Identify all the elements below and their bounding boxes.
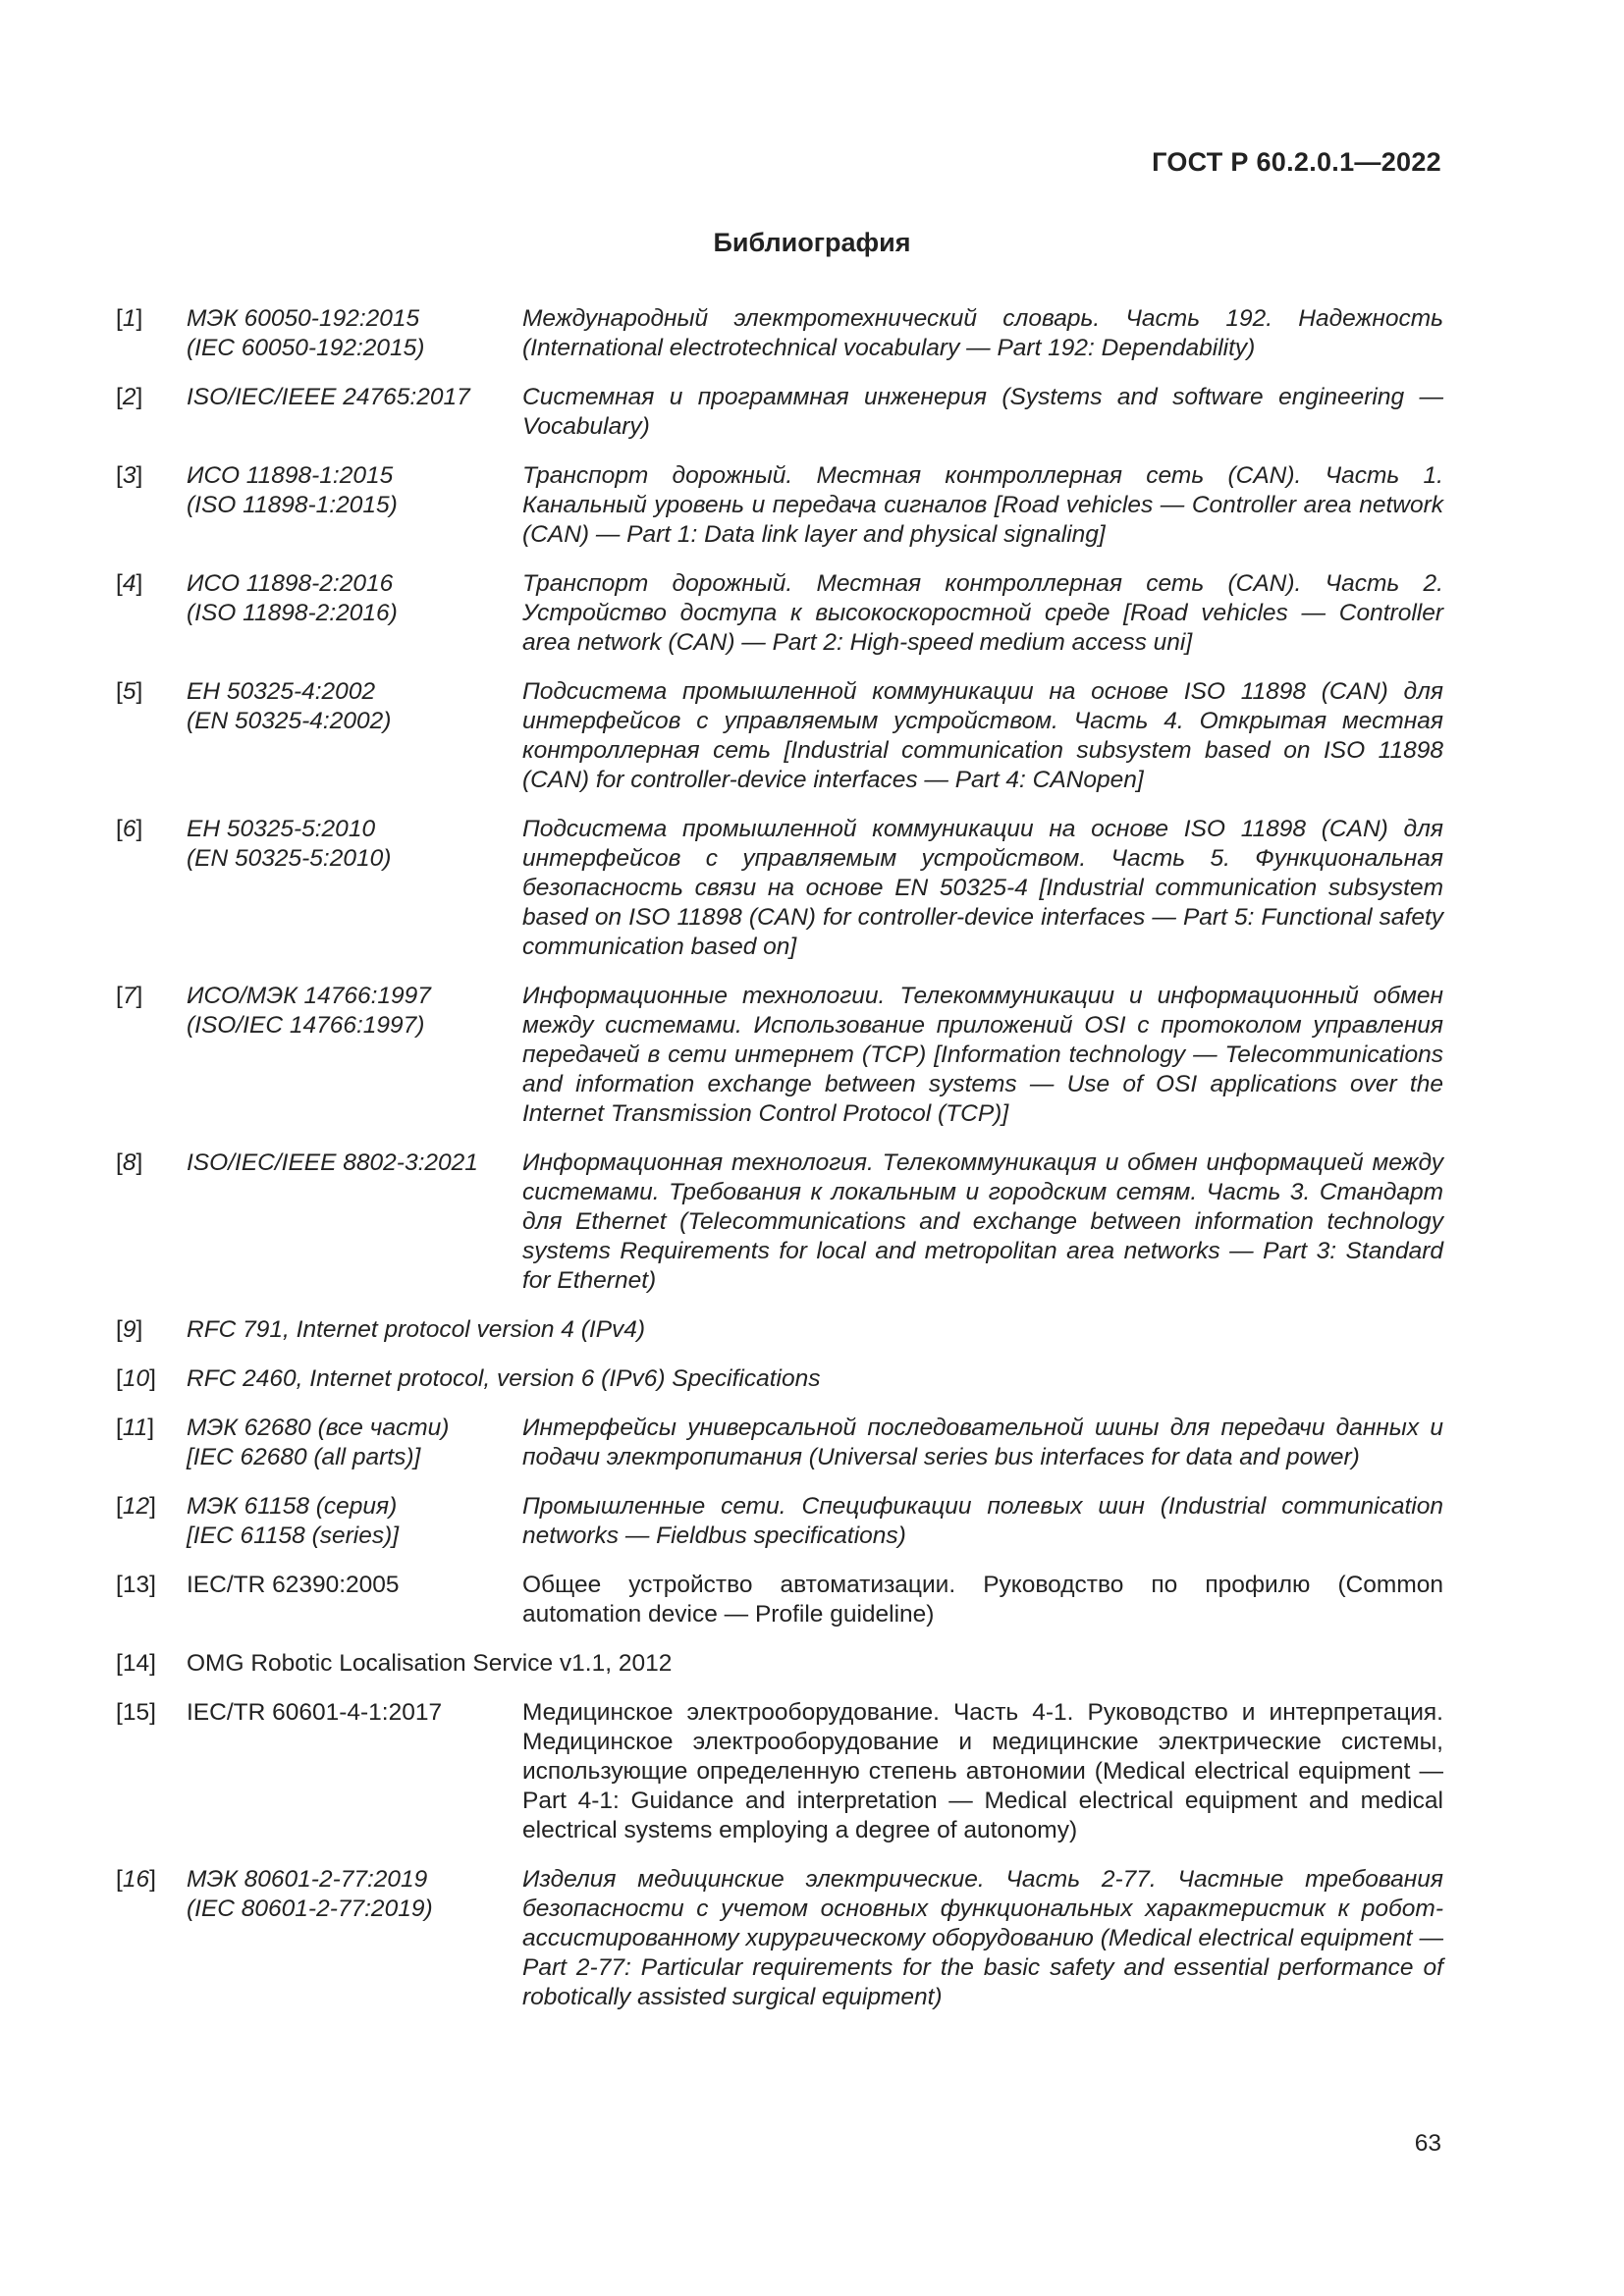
bibliography-entry xyxy=(116,304,1443,363)
entry-designation: ЕН 50325-5:2010 (EN 50325-5:2010) xyxy=(187,816,392,872)
entry-number-value: 4 xyxy=(122,570,136,597)
entry-number-value: 14 xyxy=(122,1650,150,1677)
entry-designation: IEC/TR 60601-4-1:2017 xyxy=(187,1699,443,1726)
bibliography-entry xyxy=(116,1315,1443,1345)
entry-number: [6] xyxy=(116,816,143,842)
entry-designation: ЕН 50325-4:2002 (EN 50325-4:2002) xyxy=(187,678,392,734)
entry-number: [10] xyxy=(116,1365,156,1392)
entry-number: [7] xyxy=(116,983,143,1009)
entry-designation: ИСО 11898-1:2015 (ISO 11898-1:2015) xyxy=(187,462,398,518)
bibliography-entry xyxy=(116,461,1443,550)
entry-number-value: 3 xyxy=(122,462,136,489)
entry-full-text: OMG Robotic Localisation Service v1.1, 2012 xyxy=(187,1650,673,1677)
entry-title: Транспорт дорожный. Местная контроллерная сеть (CAN). Часть 2. Устройство доступа к высокоскоростной среде [Road vehicles — Controller area network (CAN) — Part 2: High-speed medium access uni] xyxy=(522,570,1443,656)
bibliography-entry xyxy=(116,1148,1443,1296)
entry-title: Промышленные сети. Спецификации полевых шин (Industrial communication networks — Fieldbus specifications) xyxy=(522,1493,1443,1549)
bibliography-entry xyxy=(116,1492,1443,1551)
entry-title: Информационная технология. Телекоммуникация и обмен информацией между системами. Требования к локальным и городским сетям. Часть 3. Стандарт для Ethernet (Telecommunications and exchange between information technology systems Requirements for local and metropolitan area networks — Part 3: Standard for Ethernet) xyxy=(522,1149,1443,1294)
entry-title: Системная и программная инженерия (Systems and software engineering — Vocabulary) xyxy=(522,384,1443,440)
entry-title: Изделия медицинские электрические. Часть 2-77. Частные требования безопасности с учетом основных функциональных характеристик к робот-ассистированному хирургическому оборудованию (Medical electrical equipment — Part 2-77: Particular requirements for the basic safety and essential performance of robotically assisted surgical equipment) xyxy=(522,1866,1443,2010)
entry-title: Подсистема промышленной коммуникации на основе ISO 11898 (CAN) для интерфейсов с управляемым устройством. Часть 5. Функциональная безопасность связи на основе EN 50325-4 [Industrial communication subsystem based on ISO 11898 (CAN) for controller-device interfaces — Part 5: Functional safety communication based on] xyxy=(522,816,1443,960)
entry-number: [1] xyxy=(116,305,143,332)
entry-designation: МЭК 80601-2-77:2019 (IEC 80601-2-77:2019) xyxy=(187,1866,433,1922)
entry-title: Информационные технологии. Телекоммуникации и информационный обмен между системами. Использование приложений OSI с протоколом управления передачей в сети интернет (TCP) [Information technology — Telecommunications and information exchange between systems — Use of OSI applications over the Internet Transmission Control Protocol (TCP)] xyxy=(522,983,1443,1127)
entry-number: [14] xyxy=(116,1650,156,1677)
bibliography-entry xyxy=(116,1364,1443,1394)
entry-full-text: RFC 2460, Internet protocol, version 6 (IPv6) Specifications xyxy=(187,1365,821,1392)
entry-number: [9] xyxy=(116,1316,143,1343)
entry-designation: МЭК 62680 (все части) [IEC 62680 (all parts)] xyxy=(187,1415,450,1470)
entry-title: Подсистема промышленной коммуникации на основе ISO 11898 (CAN) для интерфейсов с управляемым устройством. Часть 4. Открытая местная контроллерная сеть [Industrial communication subsystem based on ISO 11898 (CAN) for controller-device interfaces — Part 4: CANopen] xyxy=(522,678,1443,793)
entry-number-value: 6 xyxy=(122,816,136,842)
entry-title: Интерфейсы универсальной последовательной шины для передачи данных и подачи электропитания (Universal series bus interfaces for data and power) xyxy=(522,1415,1443,1470)
entry-number-value: 10 xyxy=(122,1365,150,1392)
bibliography-entry xyxy=(116,1414,1443,1472)
entry-number: [11] xyxy=(116,1415,155,1441)
bibliography-entry xyxy=(116,383,1443,442)
entry-number: [2] xyxy=(116,384,143,410)
bibliography-entry xyxy=(116,1698,1443,1845)
bibliography-entry xyxy=(116,1571,1443,1629)
entry-number-value: 5 xyxy=(122,678,136,705)
bibliography-entry xyxy=(116,815,1443,962)
entry-designation: ISO/IEC/IEEE 24765:2017 xyxy=(187,384,470,410)
entry-designation: ИСО/МЭК 14766:1997 (ISO/IEC 14766:1997) xyxy=(187,983,431,1039)
entry-title: Медицинское электрооборудование. Часть 4-1. Руководство и интерпретация. Медицинское электрооборудование и медицинские электрические системы, использующие определенную степень автономии (Medical electrical equipment — Part 4-1: Guidance and interpretation — Medical electrical equipment and medical electrical systems employing a degree of autonomy) xyxy=(522,1699,1443,1843)
entry-number-value: 16 xyxy=(122,1866,150,1893)
entry-title: Международный электротехнический словарь. Часть 192. Надежность (International electrotechnical vocabulary — Part 192: Dependability) xyxy=(522,305,1443,361)
section-title: Библиография xyxy=(713,228,911,257)
entry-number-value: 7 xyxy=(122,983,136,1009)
entry-number-value: 1 xyxy=(122,305,136,332)
entry-full-text: RFC 791, Internet protocol version 4 (IPv4) xyxy=(187,1316,646,1343)
bibliography-entry xyxy=(116,569,1443,658)
entry-number: [16] xyxy=(116,1866,156,1893)
bibliography-entry xyxy=(116,982,1443,1129)
entry-designation: ИСО 11898-2:2016 (ISO 11898-2:2016) xyxy=(187,570,398,626)
entry-designation: МЭК 61158 (серия) [IEC 61158 (series)] xyxy=(187,1493,400,1549)
entry-number-value: 12 xyxy=(122,1493,150,1520)
entry-number-value: 9 xyxy=(122,1316,136,1343)
entry-number: [5] xyxy=(116,678,143,705)
entry-number: [13] xyxy=(116,1572,156,1598)
entry-title: Транспорт дорожный. Местная контроллерная сеть (CAN). Часть 1. Канальный уровень и передача сигналов [Road vehicles — Controller area network (CAN) — Part 1: Data link layer and physical signaling] xyxy=(522,462,1443,548)
document-id-header: ГОСТ Р 60.2.0.1—2022 xyxy=(1152,147,1441,177)
entry-number: [12] xyxy=(116,1493,156,1520)
bibliography-entry xyxy=(116,1865,1443,2012)
entry-number: [8] xyxy=(116,1149,143,1176)
entry-number-value: 8 xyxy=(122,1149,136,1176)
entry-number-value: 15 xyxy=(122,1699,150,1726)
bibliography-entry xyxy=(116,677,1443,795)
bibliography-entry xyxy=(116,1649,1443,1679)
entry-title: Общее устройство автоматизации. Руководство по профилю (Common automation device — Profile guideline) xyxy=(522,1572,1443,1628)
entry-number: [4] xyxy=(116,570,143,597)
entry-number-value: 13 xyxy=(122,1572,150,1598)
entry-number-value: 2 xyxy=(122,384,136,410)
entry-designation: ISO/IEC/IEEE 8802-3:2021 xyxy=(187,1149,478,1176)
entry-number-value: 11 xyxy=(122,1415,148,1441)
entry-designation: МЭК 60050-192:2015 (IEC 60050-192:2015) xyxy=(187,305,425,361)
entry-number: [15] xyxy=(116,1699,156,1726)
page-number: 63 xyxy=(1414,2130,1441,2157)
entry-designation: IEC/TR 62390:2005 xyxy=(187,1572,400,1598)
bibliography-list xyxy=(116,304,1443,2032)
entry-number: [3] xyxy=(116,462,143,489)
